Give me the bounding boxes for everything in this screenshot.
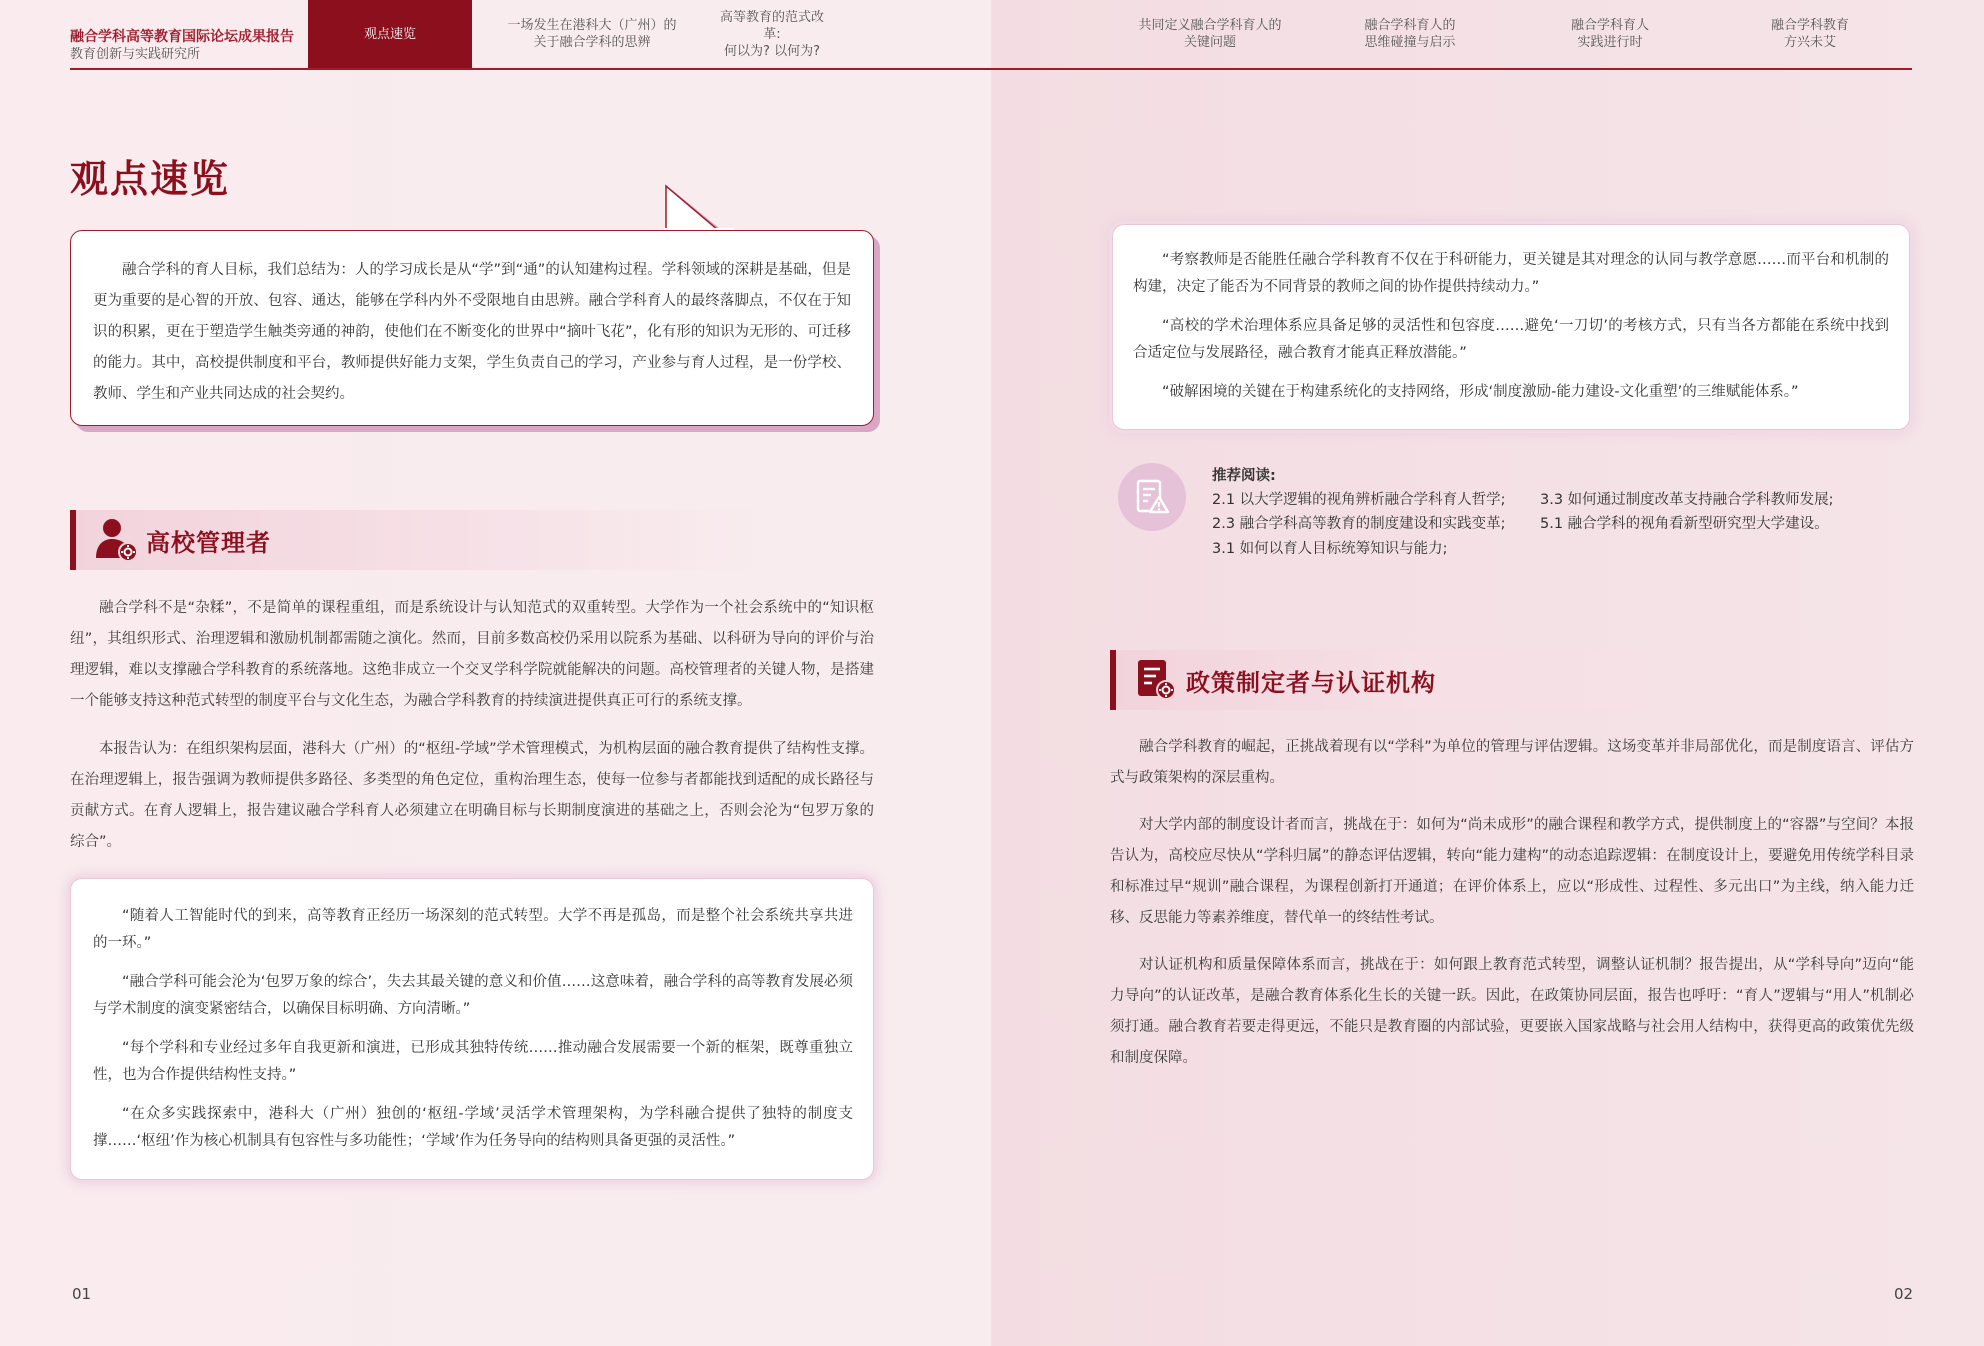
nav-tab-label: 融合学科育人 实践进行时 (1570, 18, 1649, 50)
recommended-reading-icon (1118, 463, 1186, 531)
section-header-university-admin (70, 510, 760, 570)
administrator-icon (90, 514, 142, 566)
nav-tab-label: 共同定义融合学科育人的 关键问题 (1138, 18, 1282, 50)
page-number: 02 (1894, 1285, 1914, 1303)
intro-text: 融合学科的育人目标，我们总结为：人的学习成长是从“学”到“通”的认知建构过程。学科领域的深耕是基础，但是更为重要的是心智的开放、包容、通达，能够在学科内外不受限地自由思辨。融合学科育人的最终落脚点，不仅在于知识的积累，更在于塑造学生触类旁通的神韵，使他们在不断变化的世界中“摘叶飞花”，化有形的知识为无形的、可迁移的能力。其中，高校提供制度和平台，教师提供好能力支架，学生负责自己的学习，产业参与育人过程，是一份学校、教师、学生和产业共同达成的社会契约。 (93, 262, 851, 402)
nav-tab-label: 融合学科育人的 思维碰撞与启示 (1364, 18, 1456, 50)
recommended-reading-title: 推荐阅读: (1212, 468, 1276, 484)
nav-tab-label: 高等教育的范式改革: 何以为? 以何为? (719, 9, 824, 59)
reading-link-2-1[interactable]: 2.1 以大学逻辑的视角辨析融合学科育人哲学; (1212, 492, 1506, 508)
section-title: 高校管理者 (146, 528, 271, 557)
reading-link-2-3[interactable]: 2.3 融合学科高等教育的制度建设和实践变革; (1212, 516, 1506, 532)
quote: “在众多实践探索中，港科大（广州）独创的‘枢纽-学域’灵活学术管理架构，为学科融合提供了独特的制度支撑……‘枢纽’作为核心机制具有包容性与多功能性；‘学域’作为任务导向的结构则具备更强的灵活性。” (93, 1106, 853, 1149)
quotes-card-left (70, 878, 874, 1180)
policy-paragraph-1: 融合学科教育的崛起，正挑战着现有以“学科”为单位的管理与评估逻辑。这场变革并非局部优化，而是制度语言、评估方式与政策架构的深层重构。 (1110, 739, 1914, 786)
quote: “随着人工智能时代的到来，高等教育正经历一场深刻的范式转型。大学不再是孤岛，而是整个社会系统共享共进的一环。” (93, 908, 853, 951)
reading-link-3-3[interactable]: 3.3 如何通过制度改革支持融合学科教师发展; (1540, 492, 1834, 508)
brand-title: 融合学科高等教育国际论坛成果报告 (70, 29, 294, 45)
quote: “考察教师是否能胜任融合学科教育不仅在于科研能力，更关键是其对理念的认同与教学意愿……而平台和机制的构建，决定了能否为不同背景的教师之间的协作提供持续动力。” (1133, 252, 1889, 295)
page-title: 观点速览 (70, 157, 231, 201)
policy-paragraph-3: 对认证机构和质量保障体系而言，挑战在于：如何跟上教育范式转型，调整认证机制？报告提出，从“学科导向”迈向“能力导向”的认证改革，是融合教育体系化生长的关键一跃。因此，在政策协同层面，报告也呼吁：“育人”逻辑与“用人”机制必须打通。融合教育若要走得更远，不能只是教育圈的内部试验，更要嵌入国家战略与社会用人结构中，获得更高的政策优先级和制度保障。 (1110, 957, 1914, 1066)
quote: “高校的学术治理体系应具备足够的灵活性和包容度……避免‘一刀切’的考核方式，只有当各方都能在系统中找到合适定位与发展路径，融合教育才能真正释放潜能。” (1133, 318, 1889, 361)
reading-link-5-1[interactable]: 5.1 融合学科的视角看新型研究型大学建设。 (1540, 516, 1829, 532)
nav-tab-label: 融合学科教育 方兴未艾 (1770, 18, 1849, 50)
document-alert-icon (1132, 477, 1172, 517)
quote: “破解困境的关键在于构建系统化的支持网络，形成‘制度激励-能力建设-文化重塑’的三维赋能体系。” (1162, 384, 1799, 400)
quote: “每个学科和专业经过多年自我更新和演进，已形成其独特传统……推动融合发展需要一个新的框架，既尊重独立性，也为合作提供结构性支持。” (93, 1040, 853, 1083)
brand-subtitle: 教育创新与实践研究所 (70, 47, 201, 62)
section-title: 政策制定者与认证机构 (1186, 668, 1436, 697)
quote: “融合学科可能会沦为‘包罗万象的综合’，失去其最关键的意义和价值……这意味着，融合学科的高等教育发展必须与学术制度的演变紧密结合，以确保目标明确、方向清晰。” (93, 974, 853, 1017)
admin-paragraph-1: 融合学科不是“杂糅”，不是简单的课程重组，而是系统设计与认知范式的双重转型。大学作为一个社会系统中的“知识枢纽”，其组织形式、治理逻辑和激励机制都需随之演化。然而，目前多数高校仍采用以院系为基础、以科研为导向的评价与治理逻辑，难以支撑融合学科教育的系统落地。这绝非成立一个交叉学科学院就能解决的问题。高校管理者的关键人物，是搭建一个能够支持这种范式转型的制度平台与文化生态，为融合学科教育的持续演进提供真正可行的系统支撑。 (70, 600, 874, 709)
section-header-policy-makers (1110, 650, 1700, 710)
quotes-card-right (1112, 224, 1910, 430)
page-number: 01 (72, 1285, 92, 1303)
policy-paragraph-2: 对大学内部的制度设计者而言，挑战在于：如何为“尚未成形”的融合课程和教学方式，提供制度上的“容器”与空间？本报告认为，高校应尽快从“学科归属”的静态评估逻辑，转向“能力建构”的动态追踪逻辑：在制度设计上，要避免用传统学科目录和标准过早“规训”融合课程，为课程创新打开通道；在评价体系上，应以“形成性、过程性、多元出口”为主线，纳入能力迁移、反思能力等素养维度，替代单一的终结性考试。 (1110, 817, 1914, 926)
intro-card (70, 230, 874, 426)
policy-document-icon (1130, 654, 1182, 706)
nav-tab-label: 观点速览 (363, 26, 416, 42)
bubble-tail (660, 180, 900, 236)
reading-link-3-1[interactable]: 3.1 如何以育人目标统筹知识与能力; (1212, 541, 1448, 557)
admin-paragraph-2: 本报告认为：在组织架构层面，港科大（广州）的“枢纽-学域”学术管理模式，为机构层面的融合教育提供了结构性支撑。在治理逻辑上，报告强调为教师提供多路径、多类型的角色定位，重构治理生态，使每一位参与者都能找到适配的成长路径与贡献方式。在育人逻辑上，报告建议融合学科育人必须建立在明确目标与长期制度演进的基础之上，否则会沦为“包罗万象的综合”。 (70, 741, 874, 850)
nav-tab-label: 一场发生在港科大（广州）的 关于融合学科的思辨 (507, 18, 677, 50)
